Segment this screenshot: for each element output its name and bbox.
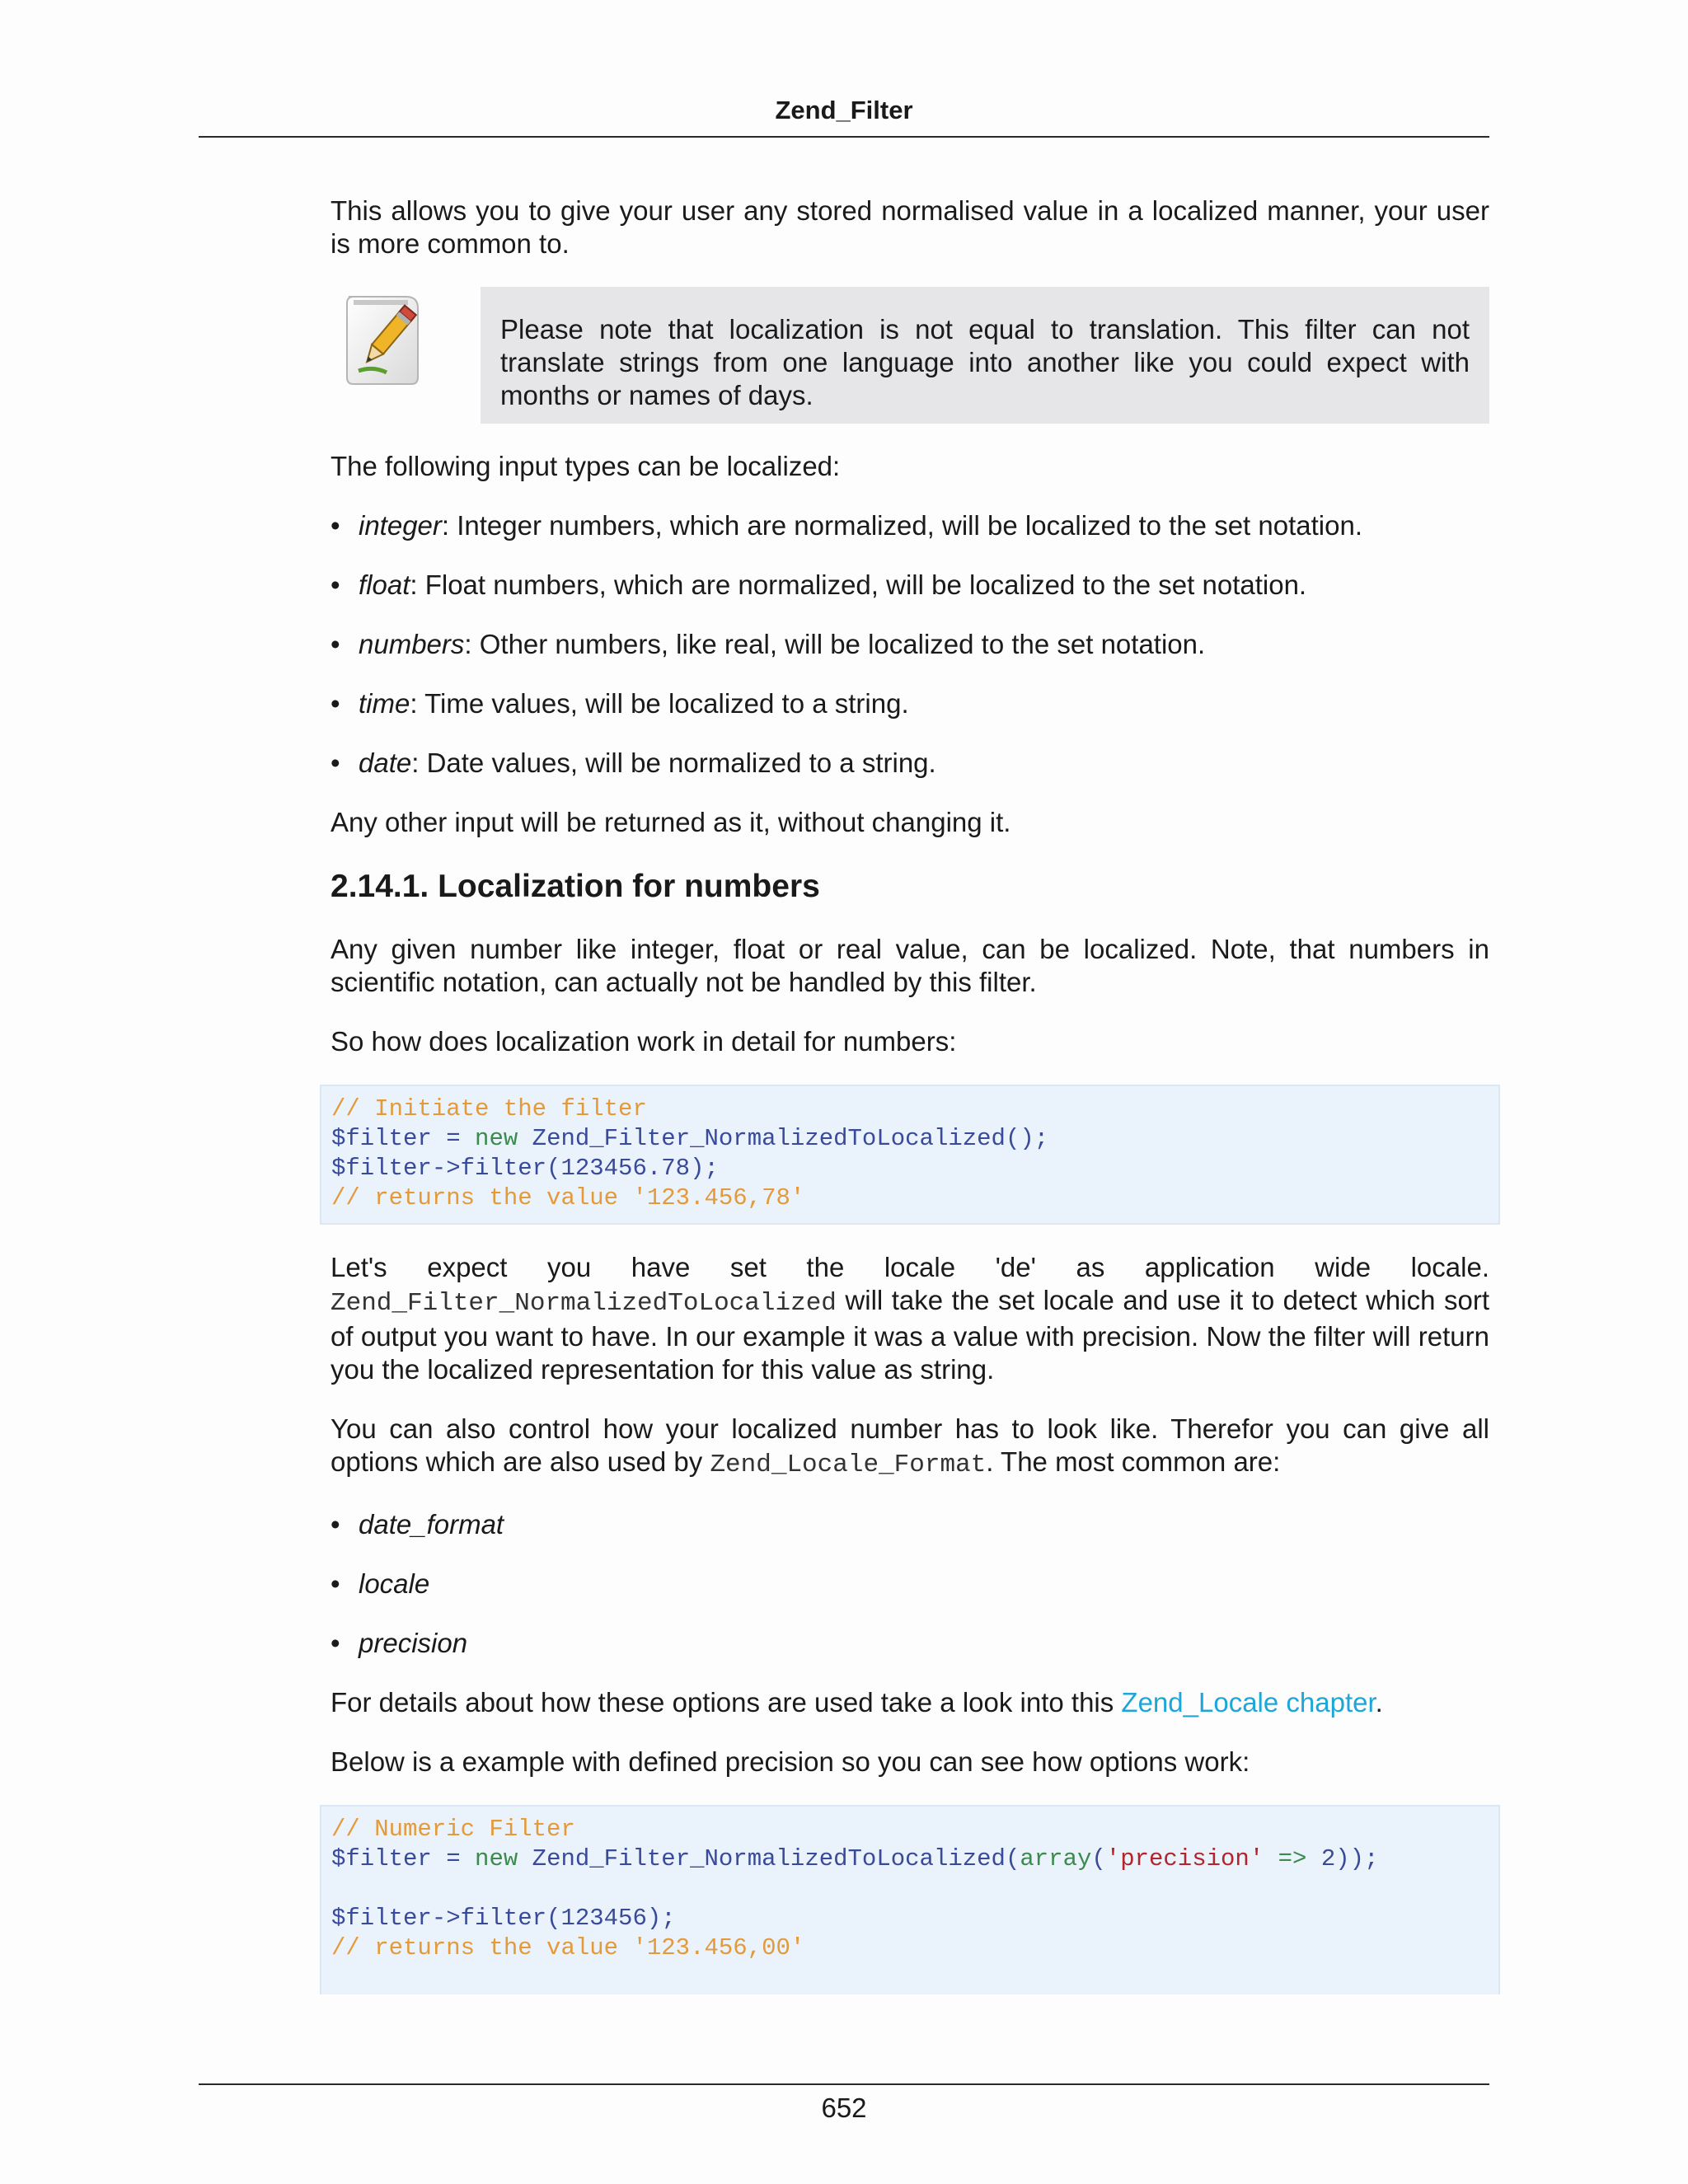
list-item: • date_format [331, 1509, 504, 1540]
code-blank-line [331, 1874, 1489, 1904]
list-item: • time: Time values, will be localized to a string. [331, 688, 909, 719]
list-item: • precision [331, 1628, 468, 1658]
header-rule [199, 136, 1489, 138]
pencil-note-icon [340, 292, 423, 387]
list-item: • numbers: Other numbers, like real, will be localized to the set notation. [331, 629, 1206, 659]
code-line: $filter = new Zend_Filter_NormalizedToLocalized(); [331, 1125, 1049, 1152]
code-line: $filter = new Zend_Filter_NormalizedToLocalized(array('precision' => 2)); [331, 1845, 1379, 1872]
code-block-2 [320, 1805, 1500, 1994]
code-line: $filter->filter(123456.78); [331, 1155, 719, 1182]
page-number: 652 [821, 2093, 867, 2123]
other-input-paragraph: Any other input will be returned as it, without changing it. [331, 807, 1011, 837]
class-name-code: Zend_Filter_NormalizedToLocalized [331, 1289, 837, 1318]
code-comment: // returns the value '123.456,00' [331, 1934, 805, 1961]
main-content [331, 194, 1489, 2021]
list-item: • date: Date values, will be normalized to a string. [331, 748, 936, 778]
code-comment: // returns the value '123.456,78' [331, 1184, 805, 1212]
section-heading: 2.14.1. Localization for numbers [331, 869, 820, 904]
footer-rule [199, 2083, 1489, 2085]
below-paragraph: Below is a example with defined precision so you can see how options work: [331, 1746, 1250, 1777]
list-item: • integer: Integer numbers, which are normalized, will be localized to the set notation. [331, 510, 1362, 541]
list-item: • float: Float numbers, which are normalized, will be localized to the set notation. [331, 569, 1307, 600]
code-block-1 [320, 1085, 1500, 1225]
list-item: • locale [331, 1568, 430, 1599]
code-line: $filter->filter(123456); [331, 1905, 676, 1932]
code-comment: // Initiate the filter [331, 1095, 647, 1122]
how-paragraph: So how does localization work in detail for numbers: [331, 1026, 957, 1057]
options-list [331, 1508, 1489, 1660]
types-intro: The following input types can be localized: [331, 451, 841, 481]
details-paragraph: For details about how these options are used take a look into this Zend_Locale chapter. [331, 1687, 1383, 1718]
code-comment: // Numeric Filter [331, 1816, 575, 1843]
input-types-list [331, 509, 1489, 780]
control-paragraph: You can also control how your localized number has to look like. Therefor you can give all options which are also used by Zend_Locale_Format. The most common are: [331, 1413, 1489, 1479]
running-header: Zend_Filter [775, 96, 913, 124]
zend-locale-chapter-link[interactable]: Zend_Locale chapter [1121, 1687, 1376, 1718]
explain-paragraph: Let's expect you have set the locale 'de' as application wide locale. Zend_Filter_NormalizedToLocalized will take the set locale and use it to detect which sort of output you want to have. In our example it was a value with precision. Now the filter will return you the localized representation for this value as string. [331, 1252, 1489, 1385]
section-intro: Any given number like integer, float or real value, can be localized. Note, that numbers in scientific notation, can actually not be handled by this filter. [331, 934, 1489, 997]
class-name-code: Zend_Locale_Format [710, 1451, 987, 1479]
note-text: Please note that localization is not equal to translation. This filter can not translate strings from one language into another like you could expect with months or names of days. [481, 287, 1489, 424]
intro-paragraph: This allows you to give your user any stored normalised value in a localized manner, your user is more common to. [331, 195, 1489, 259]
note-callout [331, 287, 1489, 424]
